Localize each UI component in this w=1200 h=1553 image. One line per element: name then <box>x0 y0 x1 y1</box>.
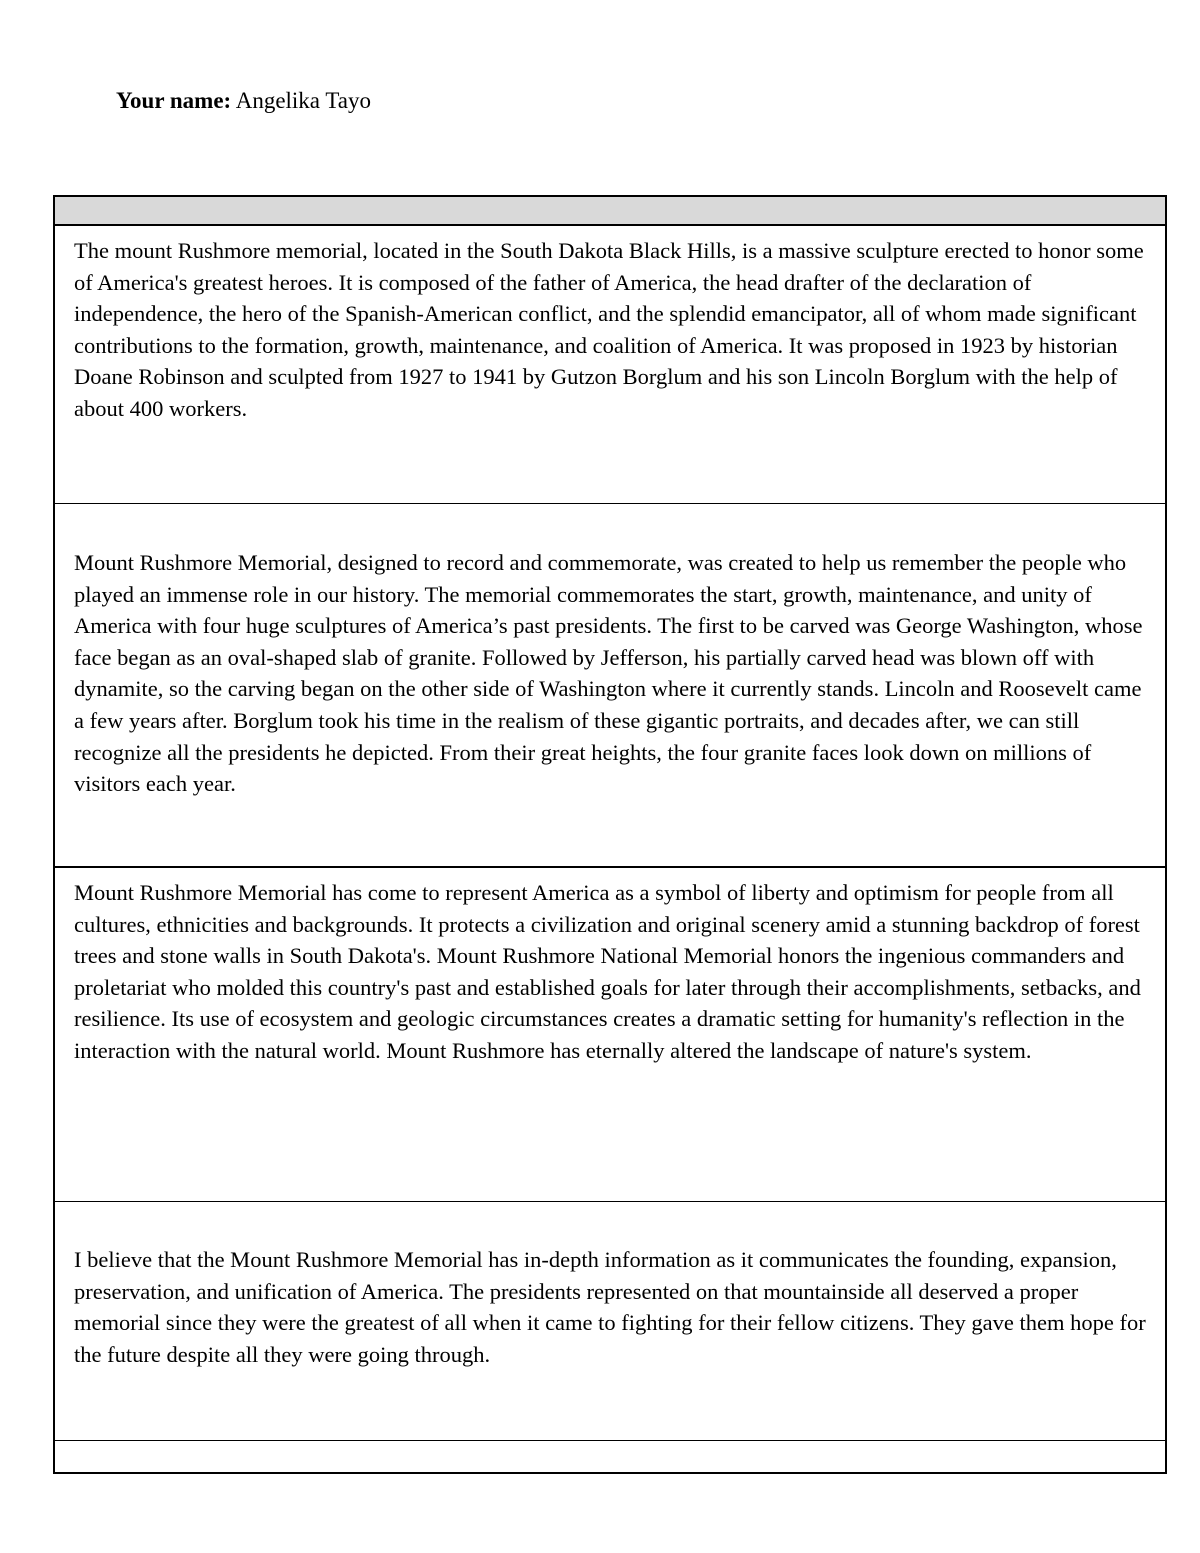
name-value: Angelika Tayo <box>235 88 371 113</box>
response-cell-2 <box>55 504 1165 868</box>
response-cell-4 <box>55 1202 1165 1441</box>
table-header-row <box>55 197 1165 226</box>
response-cell-1 <box>55 226 1165 504</box>
response-paragraph-2: Mount Rushmore Memorial, designed to record and commemorate, was created to help us remember the people who played an immense role in our history. The memorial commemorates the start, growth, maintenance, and unity of America with four huge sculptures of America’s past presidents. The first to be carved was George Washington, whose face began as an oval-shaped slab of granite. Followed by Jefferson, his partially carved head was blown off with dynamite, so the carving began on the other side of Washington where it currently stands. Lincoln and Roosevelt came a few years after. Borglum took his time in the realism of these gigantic portraits, and decades after, we can still recognize all the presidents he depicted. From their great heights, the four granite faces look down on millions of visitors each year. <box>74 550 1143 797</box>
student-name-line <box>116 86 371 116</box>
response-cell-3 <box>55 868 1165 1202</box>
response-paragraph-3: Mount Rushmore Memorial has come to represent America as a symbol of liberty and optimism for people from all cultures, ethnicities and backgrounds. It protects a civilization and original scenery amid a stunning backdrop of forest trees and stone walls in South Dakota's. Mount Rushmore National Memorial honors the ingenious commanders and proletariat who molded this country's past and established goals for later through their accomplishments, setbacks, and resilience. Its use of ecosystem and geologic circumstances creates a dramatic setting for humanity's reflection in the interaction with the natural world. Mount Rushmore has eternally altered the landscape of nature's system. <box>74 880 1141 1063</box>
response-paragraph-4: I believe that the Mount Rushmore Memorial has in-depth information as it communicates the founding, expansion, preservation, and unification of America. The presidents represented on that mountainside all deserved a proper memorial since they were the greatest of all when it came to fighting for their fellow citizens. They gave them hope for the future despite all they were going through. <box>74 1247 1146 1367</box>
response-paragraph-1: The mount Rushmore memorial, located in the South Dakota Black Hills, is a massive sculpture erected to honor some of America's greatest heroes. It is composed of the father of America, the head drafter of the declaration of independence, the hero of the Spanish-American conflict, and the splendid emancipator, all of whom made significant contributions to the formation, growth, maintenance, and coalition of America. It was proposed in 1923 by historian Doane Robinson and sculpted from 1927 to 1941 by Gutzon Borglum and his son Lincoln Borglum with the help of about 400 workers. <box>74 238 1144 421</box>
table-footer-row <box>55 1441 1165 1472</box>
name-label: Your name: <box>116 88 232 113</box>
response-table <box>53 195 1167 1474</box>
